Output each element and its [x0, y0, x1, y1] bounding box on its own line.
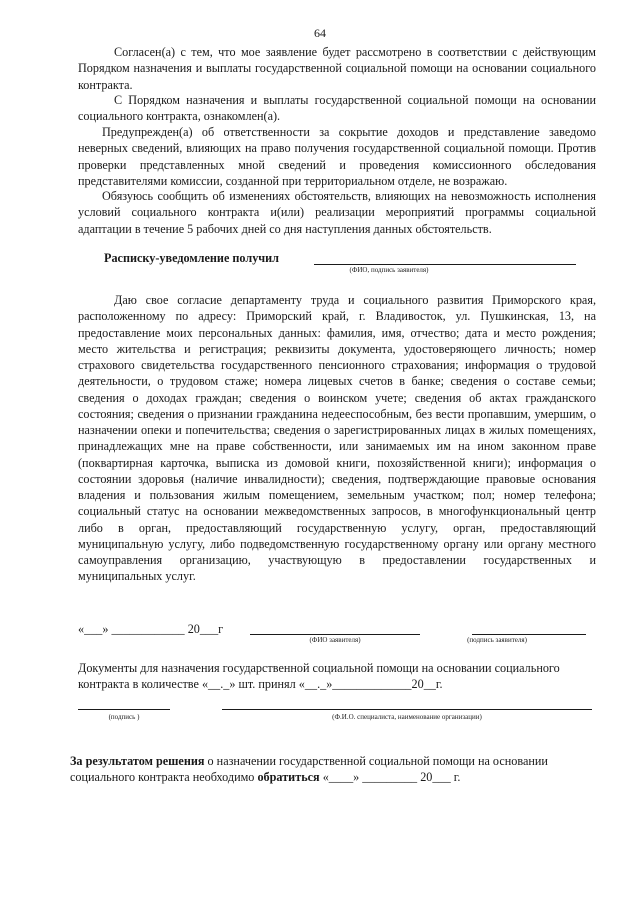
agreement-paragraph: Согласен(а) с тем, что мое заявление будет рассмотрено в соответствии с действующим Порядком назначения и выплаты государственной социальной помощи на основании социального контракта. — [78, 45, 596, 92]
receipt-signature-line[interactable] — [314, 264, 576, 265]
applicant-signature-caption: (подпись заявителя) — [467, 636, 527, 644]
result-date-field[interactable]: «____» _________ 20___ г. — [319, 770, 461, 784]
result-bold-label: За результатом решения — [70, 754, 205, 768]
specialist-signature-caption: (подпись ) — [108, 713, 140, 721]
result-line-2 — [70, 770, 460, 785]
acquainted-paragraph: С Порядком назначения и выплаты государственной социальной помощи на основании социального контракта, ознакомлен(а). — [78, 93, 596, 124]
applicant-fio-line[interactable] — [250, 634, 420, 635]
specialist-fio-line[interactable] — [222, 709, 592, 710]
documents-line-2[interactable]: контракта в количестве «__._» шт. принял «__._»_____________20__г. — [78, 677, 443, 691]
page-number: 64 — [314, 26, 326, 40]
receipt-label: Расписку-уведомление получил — [104, 251, 280, 265]
consent-paragraph: Даю свое согласие департаменту труда и социального развития Приморского края, расположенному по адресу: Приморский край, г. Владивосток, ул. Пушкинская, 13, на предоставление моих персональных данных: фамилия, имя, отчество; дата и место рождения; место жительства и регистрация; реквизиты документа, удостоверяющего личность; номер страхового свидетельства государственного пенсионного страхования; информация о трудовой деятельности, о трудовом стаже; номера лицевых счетов в банке; сведения о составе семьи; сведения о доходах граждан; сведения о воинском учете; сведения об актах гражданского состояния; сведения о признании гражданина недееспособным, без вести пропавшим, умершим, о назначении опеки и попечительства; сведения о зарегистрированных лицах в жилых помещениях, принадлежащих мне на праве собственности, или занимаемых им на ином законном праве (поквартирная карточка, выписка из домовой книги, похозяйственной книги); информация о состоянии здоровья (наличие инвалидности); сведения, подтверждающие правовые основания владения и пользования жилым помещением, земельным участком; пол; номер телефона; социальный статус на основании межведомственных запросов, в многофункциональный центр либо в орган, предоставляющий государственную услугу, орган, предоставляющий муниципальную услугу, либо подведомственную государственному органу или органу местного самоуправления организацию, участвующую в предоставлении государственных и муниципальных услуг. — [78, 293, 596, 584]
result-line-1 — [70, 754, 548, 769]
result-bold-apply: обратиться — [257, 770, 320, 784]
specialist-signature-line[interactable] — [78, 709, 170, 710]
result-text-1: о назначении государственной социальной помощи на основании — [204, 754, 548, 768]
result-text-2: социального контракта необходимо — [70, 770, 258, 784]
warning-paragraph: Предупрежден(а) об ответственности за сокрытие доходов и представление заведомо неверных сведений, влияющих на право получения государственной социальной помощи. Против проверки представленных мной сведений и проведения комиссионного обследования представителями комиссии, созданной при территориальном отделе, не возражаю. — [78, 125, 596, 188]
specialist-fio-caption: (Ф.И.О. специалиста, наименование организации) — [332, 713, 482, 721]
applicant-date-field[interactable]: «___» ____________ 20___г — [78, 622, 224, 636]
documents-line-1: Документы для назначения государственной социальной помощи на основании социального — [78, 661, 560, 675]
applicant-fio-caption: (ФИО заявителя) — [309, 636, 361, 644]
receipt-caption: (ФИО, подпись заявителя) — [349, 266, 429, 274]
applicant-signature-line[interactable] — [472, 634, 586, 635]
obligation-paragraph: Обязуюсь сообщить об изменениях обстоятельств, влияющих на невозможность исполнения условий социального контракта и(или) реализации мероприятий программы социальной адаптации в течение 5 рабочих дней со дня наступления данных обстоятельств. — [78, 189, 596, 236]
